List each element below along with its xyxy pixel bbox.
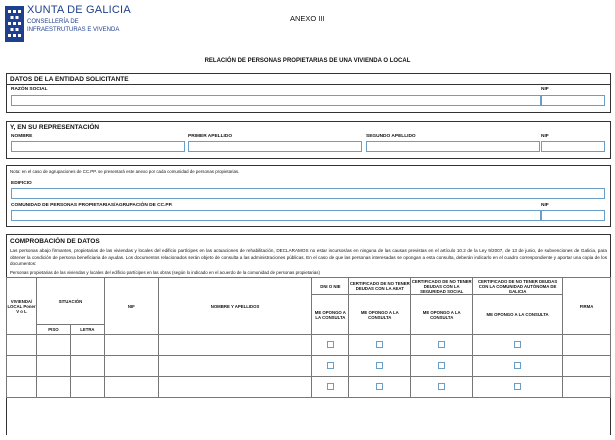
entity-nif-input[interactable] <box>541 95 605 106</box>
piso-cell[interactable] <box>36 335 70 356</box>
vivienda-header: VIVIENDA/ LOCAL Poner V o L <box>7 278 37 335</box>
nombre-cell[interactable] <box>158 377 312 398</box>
entity-section-title: DATOS DE LA ENTIDAD SOLICITANTE <box>10 76 129 83</box>
representation-section <box>6 121 611 159</box>
razon-social-label: RAZÓN SOCIAL <box>11 87 48 92</box>
aeat-checkbox[interactable] <box>376 341 383 348</box>
letra-header: LETRA <box>70 325 104 335</box>
dni-opongo: ME OPONGO A LA CONSULTA <box>312 295 349 335</box>
community-nif-label: NIF <box>541 203 549 208</box>
vivienda-cell[interactable] <box>7 335 37 356</box>
ss-checkbox[interactable] <box>438 362 445 369</box>
situacion-header: SITUACIÓN <box>36 278 104 325</box>
representation-nif-input[interactable] <box>541 141 605 152</box>
entity-nif-label: NIF <box>541 87 549 92</box>
document-title: RELACIÓN DE PERSONAS PROPIETARIAS DE UNA VIVIENDA O LOCAL <box>204 58 411 64</box>
piso-header: PISO <box>36 325 70 335</box>
table-row <box>7 377 611 398</box>
edificio-label: EDIFICIO <box>11 181 32 186</box>
nombre-cell[interactable] <box>158 356 312 377</box>
owners-table <box>6 277 611 398</box>
department-line-1: CONSELLERÍA DE <box>27 19 79 25</box>
nombre-input[interactable] <box>11 141 185 152</box>
edificio-input[interactable] <box>11 188 605 199</box>
nif-cell[interactable] <box>104 335 158 356</box>
nombre-label: NOMBRE <box>11 134 33 139</box>
declaration-paragraph: Las personas abajo firmantes, propietarias de las viviendas y locales del edificio partícipes en las actuaciones de rehabilitación, DECLARAMOS no estar incursos/as en ninguna de las causas previstas en el artículo 10.2 de la Ley 9/2007, de 13 de junio, de subvenciones de Galicia, para obtener la condición de persona beneficiaria de ayudas. Los documentos relacionados serán objeto de consulta a las administraciones públicas. En el caso de que las personas interesadas se opongan a esta consulta, deberán indicarlo en el cuadro correspondiente y aportar una copia de los documentos: <box>10 248 607 267</box>
ss-checkbox[interactable] <box>438 383 445 390</box>
piso-cell[interactable] <box>36 377 70 398</box>
dni-checkbox[interactable] <box>327 383 334 390</box>
firma-cell[interactable] <box>563 356 611 377</box>
firma-cell[interactable] <box>563 335 611 356</box>
department-line-2: INFRAESTRUTURAS E VIVENDA <box>27 27 120 33</box>
segundo-apellido-label: SEGUNDO APELLIDO <box>366 134 416 139</box>
cag-checkbox[interactable] <box>514 362 521 369</box>
aeat-header: CERTIFICADO DE NO TENER DEUDAS CON LA AEAT <box>349 278 411 295</box>
firma-header: FIRMA <box>563 278 611 335</box>
letra-cell[interactable] <box>70 377 104 398</box>
segundo-apellido-input[interactable] <box>366 141 540 152</box>
nif-cell[interactable] <box>104 356 158 377</box>
cag-checkbox[interactable] <box>514 341 521 348</box>
ss-checkbox[interactable] <box>438 341 445 348</box>
nombre-header: NOMBRE Y APELLIDOS <box>158 278 312 335</box>
dni-checkbox[interactable] <box>327 341 334 348</box>
table-row <box>7 335 611 356</box>
primer-apellido-input[interactable] <box>188 141 362 152</box>
razon-social-input[interactable] <box>11 95 541 106</box>
vivienda-cell[interactable] <box>7 356 37 377</box>
community-section <box>6 165 611 227</box>
letra-cell[interactable] <box>70 356 104 377</box>
representation-nif-label: NIF <box>541 134 549 139</box>
org-name: XUNTA DE GALICIA <box>27 4 131 16</box>
representation-section-title: Y, EN SU REPRESENTACIÓN <box>10 124 100 131</box>
vivienda-cell[interactable] <box>7 377 37 398</box>
cag-opongo: ME OPONGO A LA CONSULTA <box>473 295 563 335</box>
aeat-opongo: ME OPONGO A LA CONSULTA <box>349 295 411 335</box>
dni-checkbox[interactable] <box>327 362 334 369</box>
aeat-checkbox[interactable] <box>376 362 383 369</box>
nif-header: NIF <box>104 278 158 335</box>
department-name <box>27 18 119 34</box>
primer-apellido-label: PRIMER APELLIDO <box>188 134 233 139</box>
ss-header: CERTIFICADO DE NO TENER DEUDAS CON LA SEGURIDAD SOCIAL <box>411 278 472 294</box>
cag-checkbox[interactable] <box>514 383 521 390</box>
piso-cell[interactable] <box>36 356 70 377</box>
ss-opongo: ME OPONGO A LA CONSULTA <box>411 295 473 335</box>
table-caption: Personas propietarias de las viviendas y locales del edificio partícipes en las obras (según lo indicado en el acuerdo de la comunidad de personas propietarias) <box>10 270 320 275</box>
dni-header: DNI O NIE <box>312 278 349 295</box>
community-note: Nota: en el caso de agrupaciones de CC.PP. se presentará este anexo por cada comunidad de personas propietarias. <box>10 169 240 174</box>
table-row <box>7 356 611 377</box>
firma-cell[interactable] <box>563 377 611 398</box>
letra-cell[interactable] <box>70 335 104 356</box>
check-section-title: COMPROBACIÓN DE DATOS <box>10 238 100 245</box>
nombre-cell[interactable] <box>158 335 312 356</box>
cag-header: CERTIFICADO DE NO TENER DEUDAS CON LA COMUNIDAD AUTÓNOMA DE GALICIA <box>473 278 563 295</box>
aeat-checkbox[interactable] <box>376 383 383 390</box>
xunta-logo-icon <box>5 6 24 42</box>
community-nif-input[interactable] <box>541 210 605 221</box>
entity-section <box>6 73 611 113</box>
comunidad-input[interactable] <box>11 210 541 221</box>
annex-label: ANEXO III <box>290 14 325 23</box>
comunidad-label: COMUNIDAD DE PERSONAS PROPIETARIAS/AGRUPACIÓN DE CC.PP. <box>11 203 173 208</box>
nif-cell[interactable] <box>104 377 158 398</box>
